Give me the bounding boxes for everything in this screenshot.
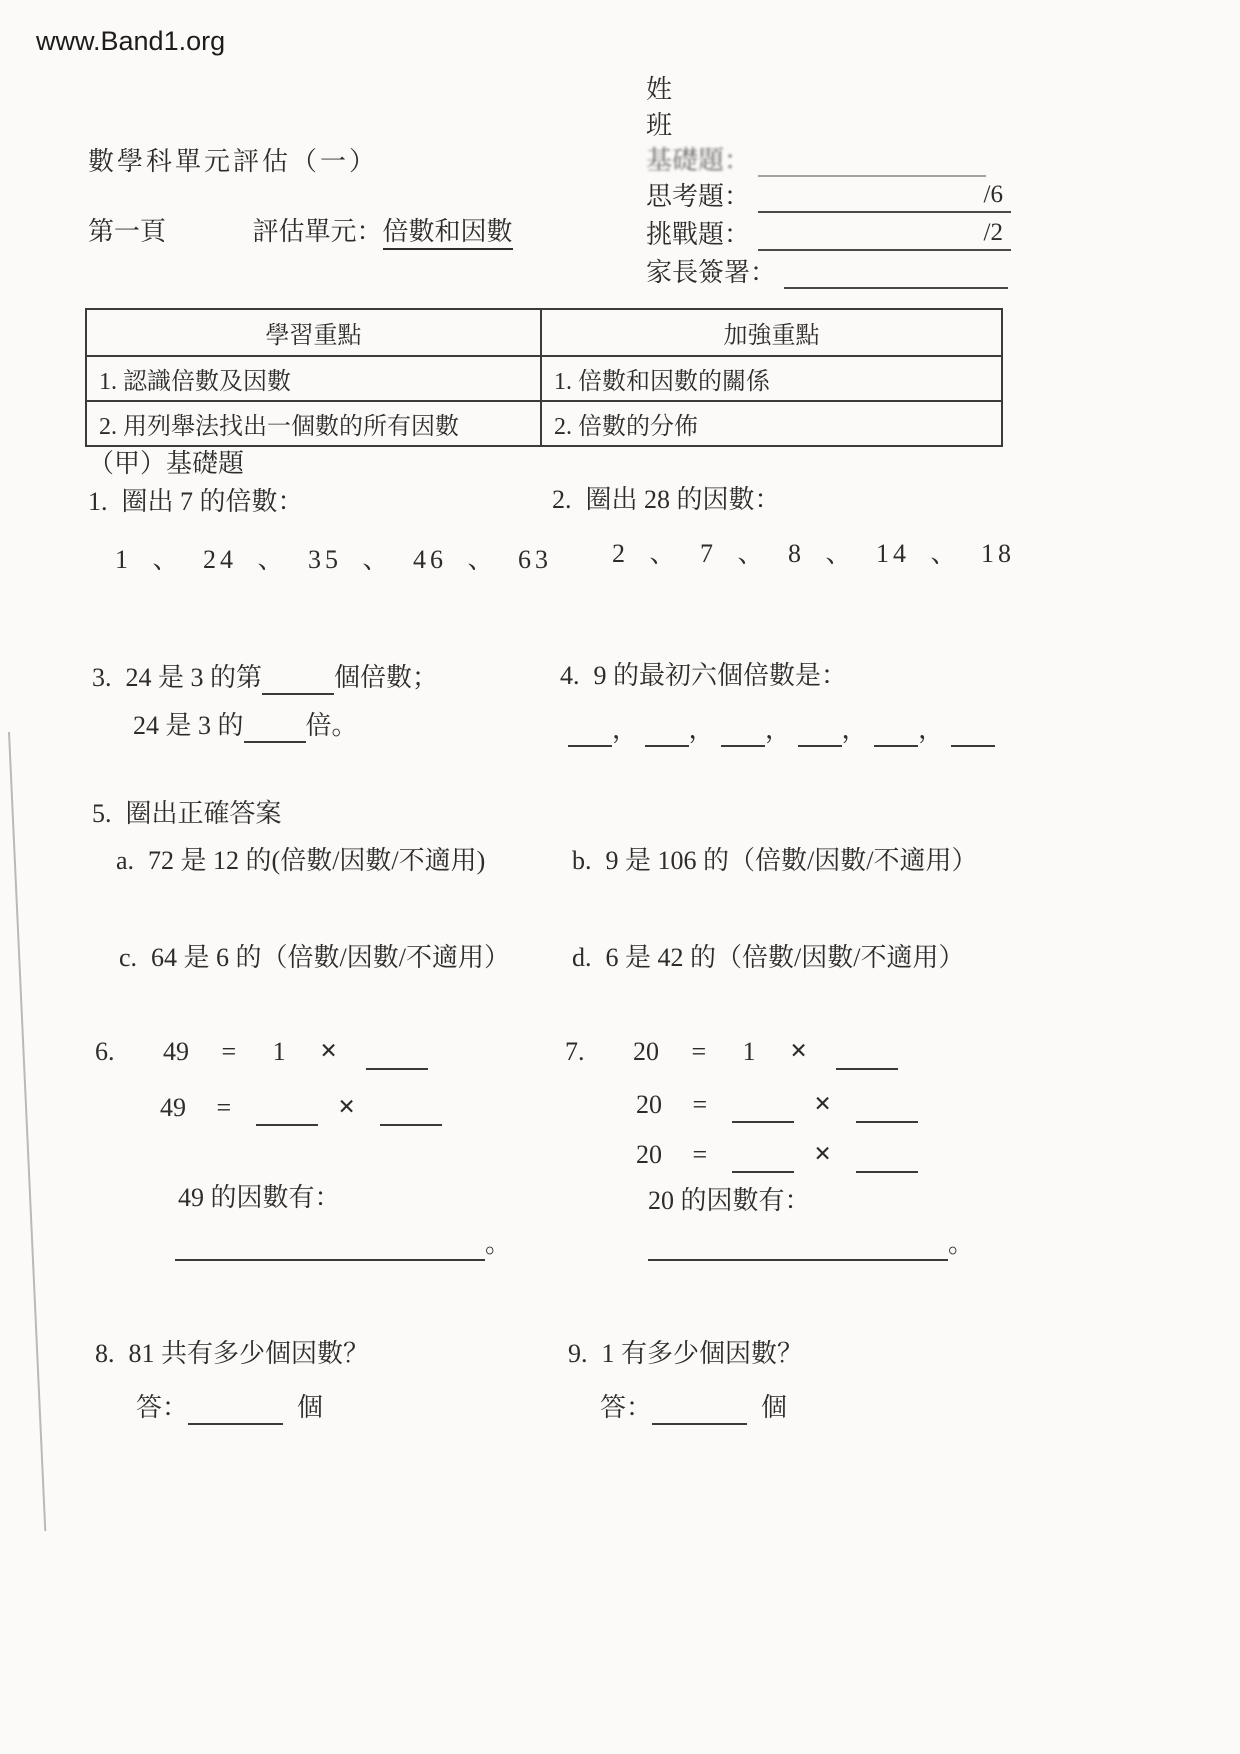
q4-comma: ， [841, 715, 868, 744]
q6-factors-label: 49 的因數有： [178, 1183, 341, 1212]
table-row [86, 356, 1002, 401]
q3-line2-post: 倍。 [305, 711, 358, 740]
q6-times: × [338, 1090, 356, 1123]
q4-blanks-line [568, 714, 995, 747]
watermark: www.Band1.org [36, 26, 226, 56]
q2-text: 圈出 28 的因數： [585, 485, 781, 514]
q7-line3 [636, 1135, 918, 1173]
q7-times: × [814, 1137, 832, 1170]
focus-table [85, 308, 1003, 447]
question-3-line2 [133, 710, 358, 743]
q6-one: 1 [272, 1037, 286, 1066]
q6-number: 6. [95, 1037, 115, 1066]
q9-answer-blank [652, 1399, 747, 1425]
q4-comma: ， [688, 715, 715, 744]
q7-one: 1 [742, 1037, 756, 1066]
table-cell: 1. 認識倍數及因數 [86, 356, 541, 401]
section-a-title: （甲）基礎題 [88, 449, 245, 478]
question-8 [95, 1338, 369, 1371]
base-score-row [646, 140, 986, 177]
question-1 [88, 486, 304, 519]
q7-answer-blank [648, 1235, 948, 1261]
q4-blank-6 [951, 721, 995, 747]
q7-value: 20 [636, 1140, 662, 1169]
scan-artifact-line [8, 732, 46, 1531]
q4-blank-3 [721, 721, 765, 747]
parent-signature-line [784, 257, 1008, 289]
q7-number: 7. [565, 1037, 585, 1066]
q6-blank-1 [366, 1044, 428, 1070]
q4-comma: ， [765, 715, 792, 744]
q5b-text: 9 是 106 的（倍數/因數/不適用） [605, 846, 978, 875]
q5d-text: 6 是 42 的（倍數/因數/不適用） [605, 943, 965, 972]
parent-signature-label: 家長簽署： [646, 258, 777, 287]
thinking-score-label: 思考題： [646, 182, 751, 211]
question-2 [552, 484, 781, 517]
focus-table-header-row [86, 309, 1002, 356]
q7-blank-1 [836, 1044, 898, 1070]
challenge-score-label: 挑戰題： [646, 220, 751, 249]
challenge-score-row [646, 214, 1011, 251]
q9-text: 1 有多少個因數？ [601, 1339, 804, 1368]
q1-text: 圈出 7 的倍數： [121, 487, 304, 516]
q5c-text: 64 是 6 的（倍數/因數/不適用） [151, 943, 510, 972]
thinking-score-value: /6 [983, 181, 1003, 208]
q5-item-a [116, 845, 485, 878]
name-label: 姓 [646, 75, 673, 104]
q5c-label: c. [119, 943, 138, 972]
q4-comma: ， [612, 715, 639, 744]
q1-options: 1 、 24 、 35 、 46 、 63 [115, 545, 553, 574]
table-cell: 2. 倍數的分佈 [541, 401, 1002, 446]
question-9 [568, 1338, 803, 1371]
q4-blank-1 [568, 721, 612, 747]
q7-line1 [565, 1032, 898, 1070]
worksheet-title: 數學科單元評估（一） [88, 147, 379, 176]
q5-text: 圈出正確答案 [125, 799, 282, 828]
q9-answer-label: 答： [600, 1393, 653, 1422]
q9-number: 9. [568, 1339, 588, 1368]
table-row [86, 401, 1002, 446]
q5d-label: d. [572, 943, 592, 972]
unit-name: 倍數和因數 [383, 217, 513, 250]
q6-value: 49 [160, 1093, 186, 1122]
q7-blank-4 [732, 1147, 794, 1173]
q3-line1-pre: 24 是 3 的第 [125, 663, 263, 692]
q4-blank-4 [798, 721, 842, 747]
challenge-score-value: /2 [983, 219, 1003, 246]
page-unit-line [88, 216, 513, 249]
q7-factors-label: 20 的因數有： [648, 1186, 811, 1215]
q7-blank-3 [856, 1097, 918, 1123]
q8-text: 81 共有多少個因數？ [128, 1339, 370, 1368]
q3-blank-times [244, 717, 306, 743]
challenge-score-line [758, 219, 1011, 251]
q7-answer-line [648, 1228, 974, 1261]
q9-answer-line [600, 1392, 787, 1425]
q7-period: 。 [948, 1229, 975, 1258]
q2-options: 2 、 7 、 8 、 14 、 18 [612, 539, 1016, 568]
q8-unit: 個 [297, 1393, 324, 1422]
q5a-text: 72 是 12 的(倍數/因數/不適用) [148, 846, 486, 875]
q7-times: × [790, 1034, 808, 1067]
q6-answer-line [175, 1228, 511, 1261]
unit-prefix: 評估單元： [252, 217, 383, 246]
q5-item-b [572, 845, 977, 878]
q6-answer-blank [175, 1235, 485, 1261]
q6-equals: = [216, 1093, 232, 1122]
q6-times: × [320, 1034, 338, 1067]
q5b-label: b. [572, 846, 592, 875]
q7-equals: = [691, 1037, 707, 1066]
q6-value: 49 [163, 1037, 189, 1066]
q7-blank-2 [732, 1097, 794, 1123]
q7-value: 20 [633, 1037, 659, 1066]
question-3-line1 [92, 662, 438, 695]
focus-table-header-right: 加強重點 [541, 309, 1002, 356]
q6-blank-2 [256, 1100, 318, 1126]
q6-blank-3 [380, 1100, 442, 1126]
q5-number: 5. [92, 799, 112, 828]
base-score-label: 基礎題： [646, 146, 751, 175]
q8-number: 8. [95, 1339, 115, 1368]
table-cell: 1. 倍數和因數的關係 [541, 356, 1002, 401]
question-5 [92, 798, 282, 831]
q8-answer-label: 答： [136, 1393, 189, 1422]
thinking-score-line [758, 181, 1011, 213]
q7-times: × [814, 1087, 832, 1120]
base-score-line [758, 145, 986, 177]
q7-equals: = [692, 1140, 708, 1169]
q3-number: 3. [92, 663, 112, 692]
q8-answer-blank [188, 1399, 283, 1425]
q5-item-d [572, 942, 964, 975]
table-cell: 2. 用列舉法找出一個數的所有因數 [86, 401, 541, 446]
focus-table-header-left: 學習重點 [86, 309, 541, 356]
q6-period: 。 [485, 1229, 512, 1258]
q3-blank-ordinal [262, 669, 334, 695]
q7-blank-5 [856, 1147, 918, 1173]
q4-comma: ， [918, 715, 945, 744]
q7-value: 20 [636, 1090, 662, 1119]
page-label: 第一頁 [88, 217, 167, 246]
parent-signature-row [646, 252, 1008, 289]
question-4 [560, 660, 847, 693]
q4-text: 9 的最初六個倍數是： [593, 661, 848, 690]
q6-equals: = [221, 1037, 237, 1066]
q6-line1 [95, 1032, 428, 1070]
q6-line2 [160, 1088, 442, 1126]
q9-unit: 個 [761, 1393, 788, 1422]
q4-number: 4. [560, 661, 580, 690]
q8-answer-line [136, 1392, 323, 1425]
q2-number: 2. [552, 485, 572, 514]
q1-number: 1. [88, 487, 108, 516]
q7-equals: = [692, 1090, 708, 1119]
q4-blank-5 [874, 721, 918, 747]
q5-item-c [119, 942, 510, 975]
q3-line1-post: 個倍數； [334, 663, 439, 692]
thinking-score-row [646, 176, 1011, 213]
class-label: 班 [646, 111, 673, 140]
q7-line2 [636, 1085, 918, 1123]
q3-line2-pre: 24 是 3 的 [133, 711, 244, 740]
q5a-label: a. [116, 846, 135, 875]
q4-blank-2 [645, 721, 689, 747]
